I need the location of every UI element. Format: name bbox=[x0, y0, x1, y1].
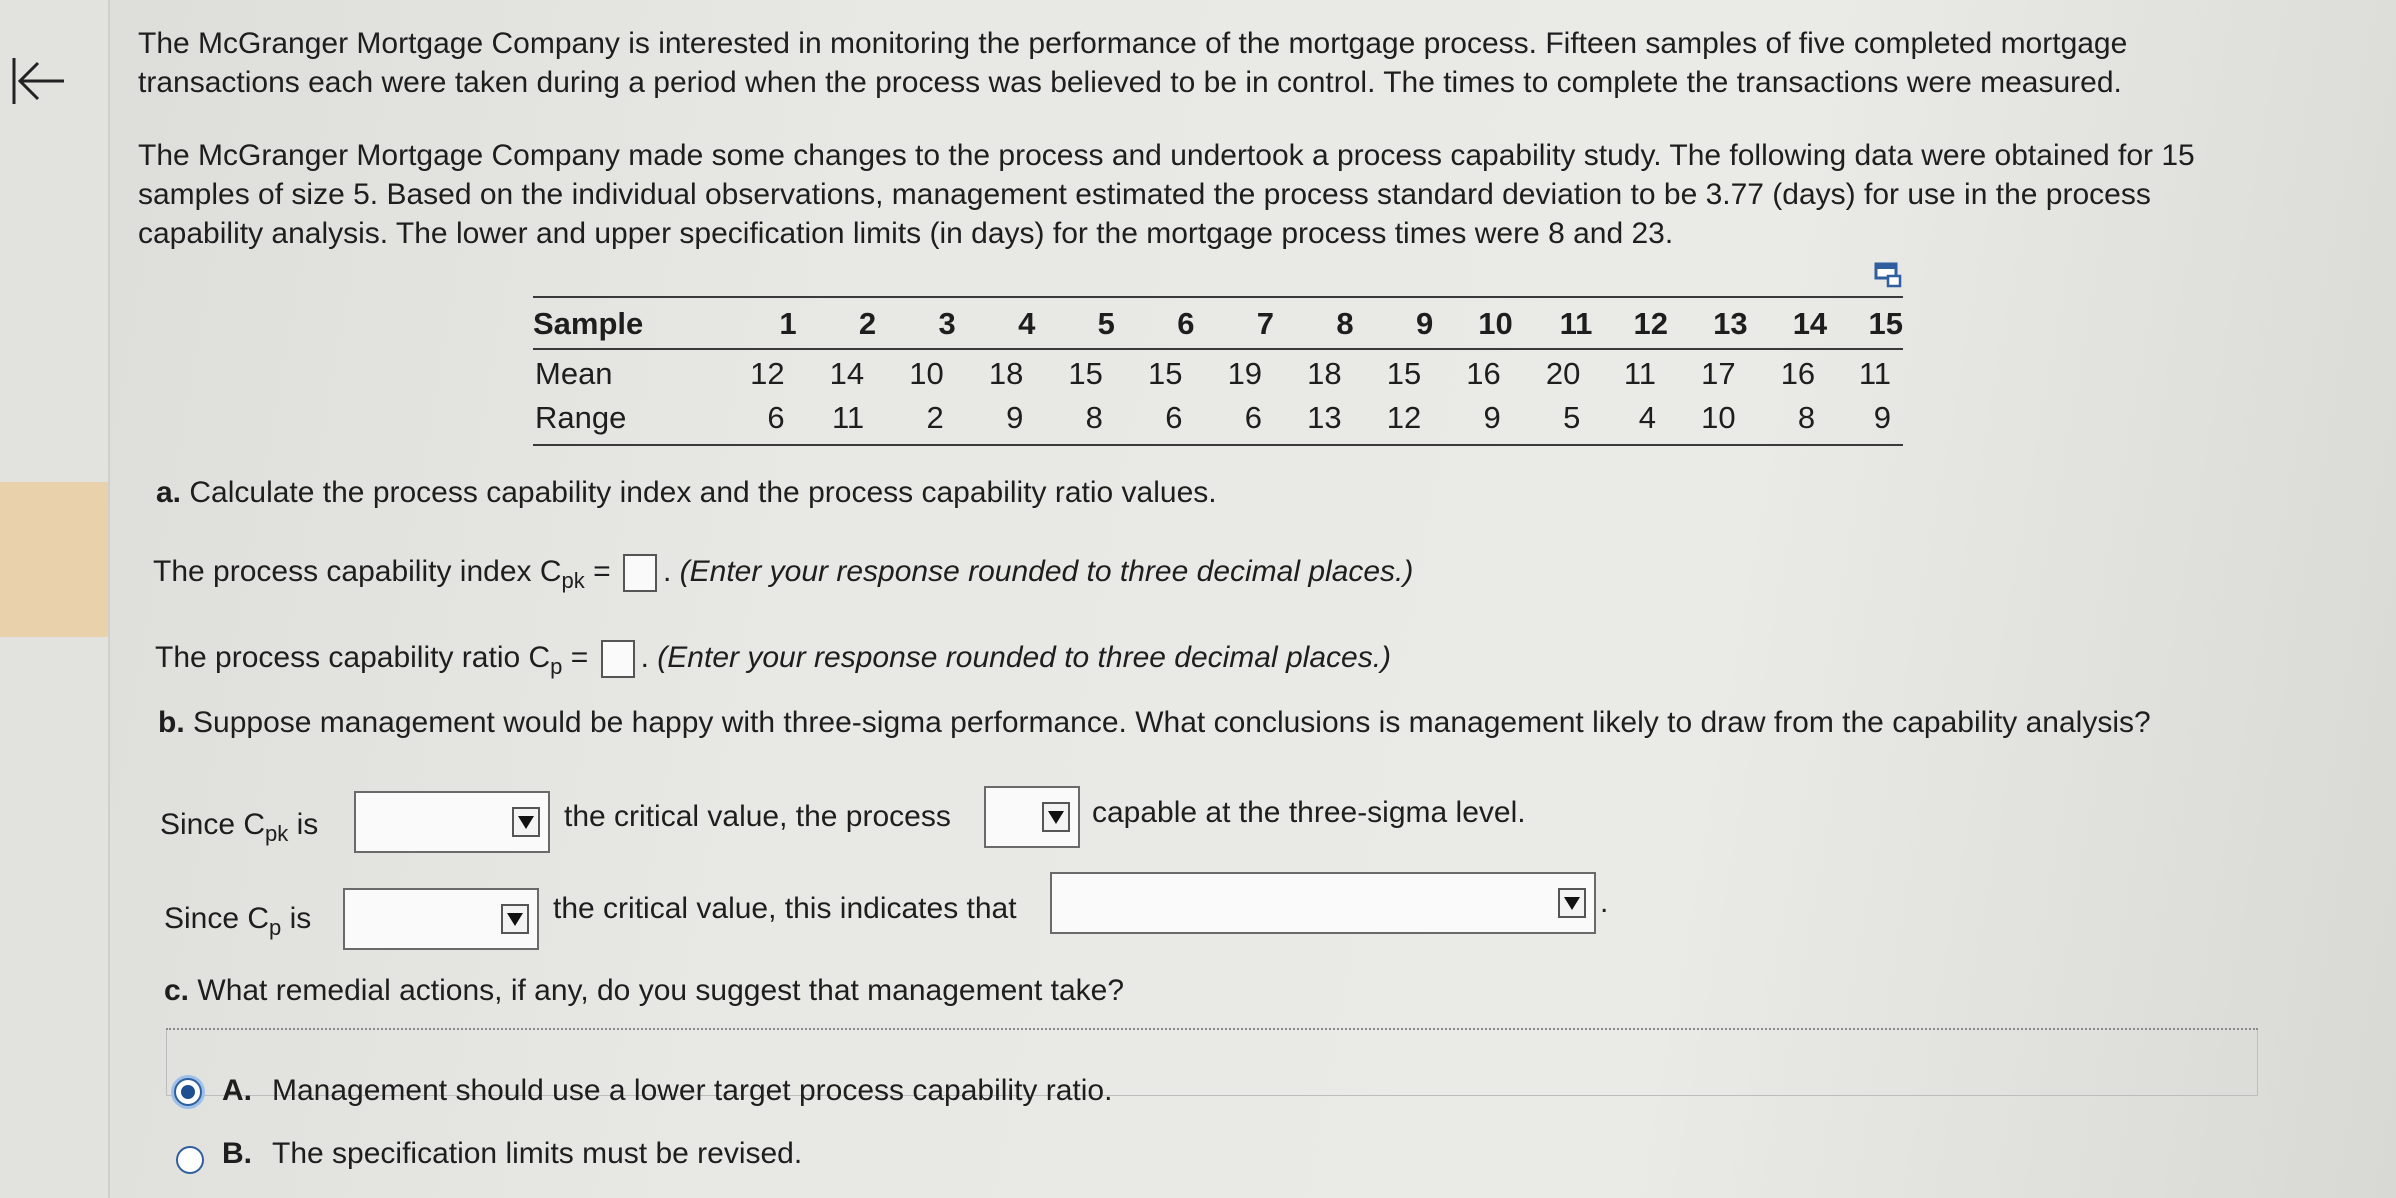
table-cell: 15 bbox=[1147, 356, 1183, 391]
table-cell: 9 bbox=[1827, 394, 1903, 445]
table-cell: 14 bbox=[829, 356, 865, 391]
cpk-label: The process capability index C bbox=[153, 554, 562, 588]
cpk-comparison-dropdown[interactable] bbox=[354, 791, 550, 853]
is-text: is bbox=[281, 902, 312, 935]
table-cell: 6 bbox=[1115, 394, 1195, 445]
conclusion-dropdown[interactable] bbox=[1050, 872, 1596, 934]
table-cell: 4 bbox=[1592, 394, 1668, 445]
left-sidebar bbox=[0, 0, 110, 1198]
table-cell: 16 bbox=[1466, 356, 1501, 391]
critical-value-indicates-text: the critical value, this indicates that bbox=[553, 892, 1017, 925]
option-text: Management should use a lower target process capability ratio. bbox=[272, 1074, 1113, 1107]
table-cell: 19 bbox=[1227, 356, 1263, 391]
cpk-hint: (Enter your response rounded to three decimal places.) bbox=[679, 554, 1414, 588]
since-cp-label bbox=[164, 902, 311, 941]
option-b[interactable] bbox=[222, 1137, 802, 1171]
table-header-cell: 10 bbox=[1433, 297, 1513, 349]
table-cell: 13 bbox=[1274, 394, 1354, 445]
table-cell: 9 bbox=[956, 394, 1036, 445]
option-letter: B. bbox=[222, 1137, 252, 1170]
part-b-question bbox=[158, 706, 2151, 740]
table-header-cell: 15 bbox=[1827, 297, 1903, 349]
table-cell: 15 bbox=[1386, 356, 1422, 391]
table-header-cell: 9 bbox=[1354, 297, 1434, 349]
cp-hint: (Enter your response rounded to three decimal places.) bbox=[657, 640, 1392, 674]
cpk-answer-input[interactable] bbox=[623, 554, 657, 592]
since-cpk-label bbox=[160, 808, 318, 847]
equals-sign: = bbox=[584, 554, 611, 588]
option-letter: A. bbox=[222, 1074, 252, 1107]
part-b-text: Suppose management would be happy with three-sigma performance. What conclusions is management likely to draw from the capability analysis? bbox=[193, 706, 2151, 739]
table-cell: 10 bbox=[1668, 394, 1748, 445]
intro-paragraph-2: The McGranger Mortgage Company made some changes to the process and undertook a process capability study. The following data were obtained for 15 samples of size 5. Based on the individual observations, management estimated the process standard deviation to be 3.77 (days) for use in the process capability analysis. The lower and upper specification limits (in days) for the mortgage process times were 8 and 23. bbox=[138, 139, 2195, 250]
cp-label: The process capability ratio C bbox=[155, 640, 551, 674]
part-a-question bbox=[156, 476, 1217, 510]
table-cell: 11 bbox=[1623, 356, 1657, 391]
option-text: The specification limits must be revised. bbox=[272, 1137, 803, 1170]
table-header-cell: 13 bbox=[1668, 297, 1748, 349]
table-header-cell: 12 bbox=[1592, 297, 1668, 349]
table-header-cell: 2 bbox=[797, 297, 877, 349]
cpk-answer-line: The process capability index $C_{pk}$ = . (Enter your response rounded to three decimal places.) bbox=[153, 554, 1414, 593]
table-header-cell: 8 bbox=[1274, 297, 1354, 349]
dropdown-arrow-icon bbox=[1558, 888, 1586, 918]
intro-paragraph-1: The McGranger Mortgage Company is interested in monitoring the performance of the mortgage process. Fifteen samples of five completed mortgage transactions each were taken during a period when the process was believed to be in control. The times to complete the transactions were measured. bbox=[138, 27, 2128, 99]
sentence-period: . bbox=[1600, 886, 1609, 919]
table-cell: Range bbox=[533, 394, 717, 445]
table-header-cell: Sample bbox=[533, 297, 717, 349]
cp-answer-input[interactable] bbox=[601, 640, 635, 678]
table-cell: Mean bbox=[535, 356, 613, 391]
capable-dropdown[interactable] bbox=[984, 786, 1080, 848]
table-header-cell: 3 bbox=[876, 297, 956, 349]
part-a-text: Calculate the process capability index and the process capability ratio values. bbox=[189, 476, 1217, 509]
table-cell: 18 bbox=[988, 356, 1024, 391]
cpk-subscript: pk bbox=[561, 567, 585, 593]
table-cell: 16 bbox=[1780, 356, 1816, 391]
table-cell: 17 bbox=[1701, 356, 1736, 391]
cp-comparison-dropdown[interactable] bbox=[343, 888, 539, 950]
table-header-cell: 14 bbox=[1748, 297, 1828, 349]
table-cell: 12 bbox=[750, 356, 785, 391]
table-cell: 8 bbox=[1035, 394, 1115, 445]
capable-suffix-text: capable at the three-sigma level. bbox=[1092, 796, 1526, 829]
table-cell: 9 bbox=[1433, 394, 1513, 445]
table-header-cell: 4 bbox=[956, 297, 1036, 349]
dropdown-arrow-icon bbox=[1042, 802, 1070, 832]
table-cell: 2 bbox=[876, 394, 956, 445]
cp-answer-line: The process capability ratio $C_p$ = . (Enter your response rounded to three decimal places.) bbox=[155, 640, 1392, 679]
cp-subscript: p bbox=[550, 653, 563, 679]
part-c-question bbox=[164, 974, 1124, 1008]
table-row-mean bbox=[533, 349, 1903, 394]
table-header-row bbox=[533, 297, 1903, 349]
part-b-label: b. bbox=[158, 706, 185, 739]
table-cell: 15 bbox=[1068, 356, 1103, 391]
sidebar-accent bbox=[0, 482, 108, 637]
option-a-radio[interactable] bbox=[174, 1078, 202, 1106]
table-cell: 11 bbox=[1858, 356, 1891, 391]
table-header-cell: 7 bbox=[1194, 297, 1274, 349]
table-cell: 8 bbox=[1748, 394, 1828, 445]
sample-data-table bbox=[533, 296, 1903, 446]
table-header-cell: 11 bbox=[1513, 297, 1593, 349]
copy-table-icon[interactable] bbox=[1874, 262, 1902, 288]
table-cell: 11 bbox=[797, 394, 877, 445]
since-text: Since C bbox=[160, 808, 266, 841]
dropdown-arrow-icon bbox=[501, 904, 529, 934]
table-cell: 6 bbox=[717, 394, 797, 445]
since-text: Since C bbox=[164, 902, 270, 935]
dropdown-arrow-icon bbox=[512, 807, 540, 837]
critical-value-process-text: the critical value, the process bbox=[564, 800, 951, 833]
part-c-text: What remedial actions, if any, do you suggest that management take? bbox=[197, 974, 1125, 1007]
pk-subscript: pk bbox=[265, 821, 289, 846]
table-cell: 5 bbox=[1513, 394, 1593, 445]
table-row-range bbox=[533, 394, 1903, 445]
table-header-cell: 1 bbox=[717, 297, 797, 349]
table-cell: 10 bbox=[909, 356, 944, 391]
table-cell: 20 bbox=[1545, 356, 1581, 391]
option-b-radio[interactable] bbox=[176, 1146, 204, 1174]
option-a[interactable] bbox=[222, 1074, 1112, 1108]
part-c-label: c. bbox=[164, 974, 190, 1007]
table-cell: 12 bbox=[1354, 394, 1434, 445]
collapse-back-icon[interactable] bbox=[8, 52, 68, 110]
table-header-cell: 6 bbox=[1115, 297, 1195, 349]
part-a-label: a. bbox=[156, 476, 182, 509]
table-cell: 18 bbox=[1307, 356, 1342, 391]
is-text: is bbox=[288, 808, 319, 841]
equals-sign: = bbox=[562, 640, 589, 674]
table-header-cell: 5 bbox=[1035, 297, 1115, 349]
table-cell: 6 bbox=[1194, 394, 1274, 445]
p-subscript: p bbox=[269, 915, 282, 940]
